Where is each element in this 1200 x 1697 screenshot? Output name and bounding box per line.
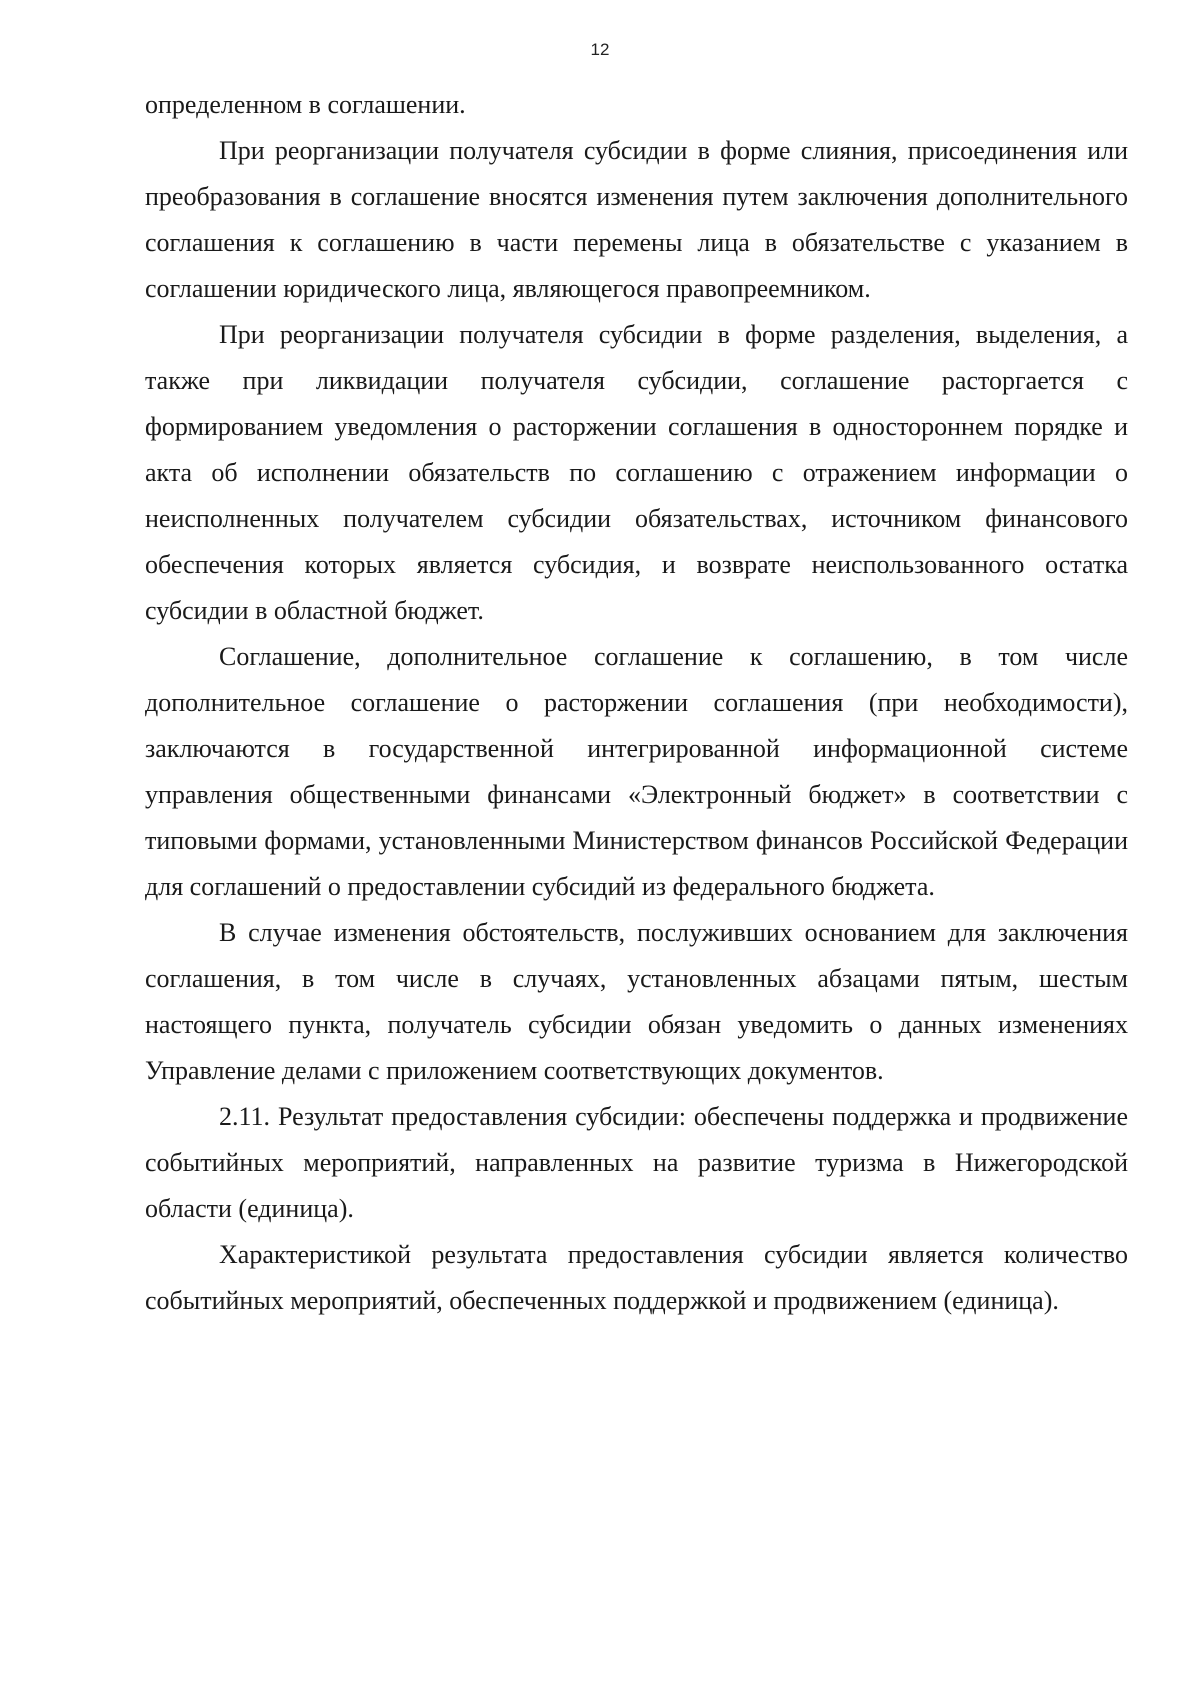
paragraph-continuation: определенном в соглашении. <box>145 90 466 119</box>
paragraph-change-of-circumstances: В случае изменения обстоятельств, послуживших основанием для заключения соглашения, в том числе в случаях, установленных абзацами пятым, шестым настоящего пункта, получатель субсидии обязан уведомить о данных изменениях Управление делами с приложением соответствующих документов. <box>145 918 1128 1085</box>
paragraph-agreement-electronic-budget: Соглашение, дополнительное соглашение к соглашению, в том числе дополнительное соглашение о расторжении соглашения (при необходимости), заключаются в государственной интегрированной информационной системе управления общественными финансами «Электронный бюджет» в соответствии с типовыми формами, установленными Министерством финансов Российской Федерации для соглашений о предоставлении субсидий из федерального бюджета. <box>145 642 1128 901</box>
paragraph-subsidy-result: 2.11. Результат предоставления субсидии: обеспечены поддержка и продвижение событийных мероприятий, направленных на развитие туризма в Нижегородской области (единица). <box>145 1102 1128 1223</box>
page-number: 12 <box>590 40 610 59</box>
paragraph-reorganization-merger: При реорганизации получателя субсидии в форме слияния, присоединения или преобразования в соглашение вносятся изменения путем заключения дополнительного соглашения к соглашению в части перемены лица в обязательстве с указанием в соглашении юридического лица, являющегося правопреемником. <box>145 136 1128 303</box>
document-body <box>145 82 1128 1324</box>
paragraph-reorganization-division: При реорганизации получателя субсидии в форме разделения, выделения, а также при ликвидации получателя субсидии, соглашение расторгается с формированием уведомления о расторжении соглашения в одностороннем порядке и акта об исполнении обязательств по соглашению с отражением информации о неисполненных получателем субсидии обязательствах, источником финансового обеспечения которых является субсидия, и возврате неиспользованного остатка субсидии в областной бюджет. <box>145 320 1128 625</box>
paragraph-result-characteristic: Характеристикой результата предоставления субсидии является количество событийных мероприятий, обеспеченных поддержкой и продвижением (единица). <box>145 1240 1128 1315</box>
